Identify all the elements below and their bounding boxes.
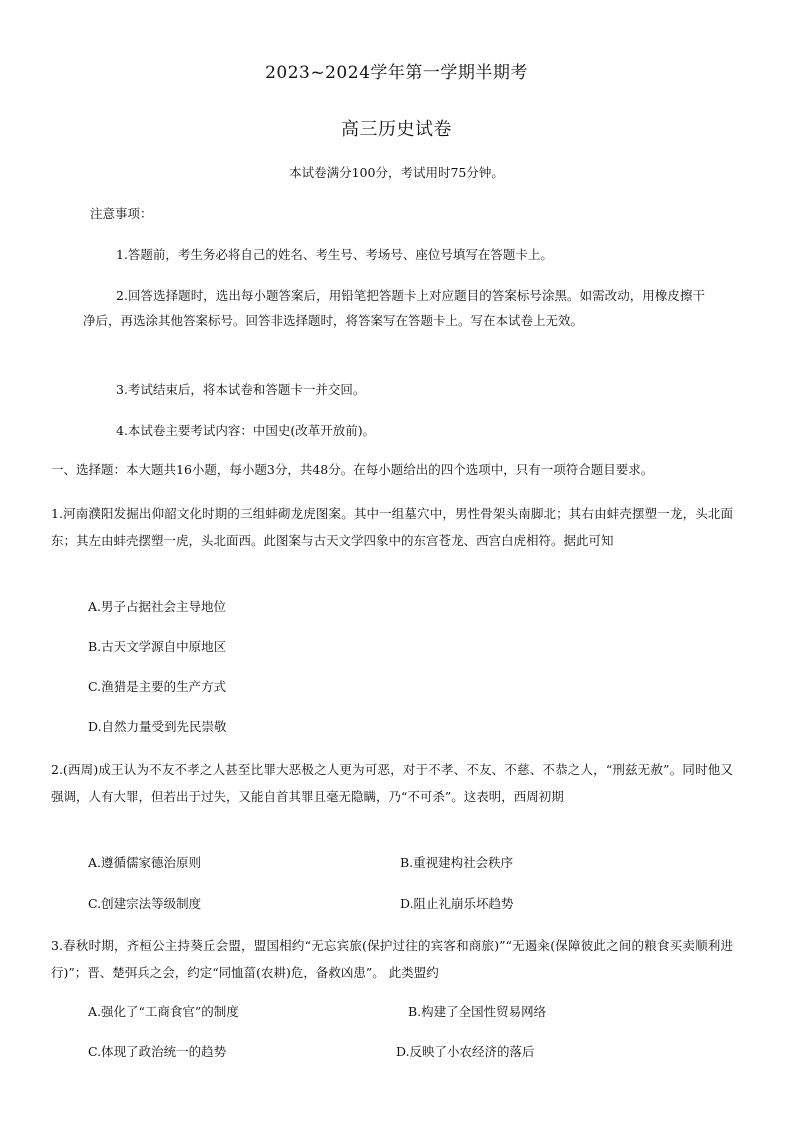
question-1-option-a: A.男子占据社会主导地位 [88,599,227,614]
question-3-option-d: D.反映了小农经济的落后 [396,1044,535,1059]
exam-subtitle: 高三历史试卷 [341,119,452,140]
question-1-stem: 1.河南濮阳发掘出仰韶文化时期的三组蚌砌龙虎图案。其中一组墓穴中，男性骨架头南脚北；其右由蚌壳摆塑一龙，头北面东；其左由蚌壳摆塑一虎，头北面西。此图案与古天文学四象中的东宫苍龙、西宫白虎相符。据此可知 [51,506,733,548]
exam-title: 2023~2024学年第一学期半期考 [265,63,528,83]
question-3-option-b: B.构建了全国性贸易网络 [408,1004,547,1019]
question-1-option-b: B.古天文学源自中原地区 [88,639,227,654]
question-1-option-d: D.自然力量受到先民崇敬 [88,719,227,734]
exam-info: 本试卷满分100分，考试用时75分钟。 [289,165,504,180]
note-item-3: 3.考试结束后，将本试卷和答题卡一并交回。 [116,382,366,397]
question-2-option-c: C.创建宗法等级制度 [88,896,202,911]
question-2-stem: 2.(西周)成王认为不友不孝之人甚至比罪大恶极之人更为可恶，对于不孝、不友、不慈、不恭之人，“刑兹无赦”。同时他又强调，人有大罪，但若出于过失，又能自首其罪且毫无隐瞒，乃“不可杀”。这表明，西周初期 [51,762,733,804]
question-3-option-c: C.体现了政治统一的趋势 [88,1044,227,1059]
question-1-option-c: C.渔猎是主要的生产方式 [88,679,227,694]
question-3-option-a: A.强化了“工商食官”的制度 [88,1004,239,1019]
section-heading: 一、选择题：本大题共16小题，每小题3分，共48分。在每小题给出的四个选项中，只有一项符合题目要求。 [51,462,654,477]
notes-heading: 注意事项： [90,206,153,221]
question-2-option-d: D.阻止礼崩乐坏趋势 [400,896,514,911]
note-item-4: 4.本试卷主要考试内容：中国史(改革开放前)。 [116,423,376,438]
question-3-stem: 3.春秋时期，齐桓公主持葵丘会盟，盟国相约“无忘宾旅(保护过往的宾客和商旅)”“无遏籴(保障彼此之间的粮食买卖顺利进行)”；晋、楚弭兵之会，约定“同恤菑(农耕)危，备救凶患”。 此类盟约 [51,938,733,980]
question-2-option-a: A.遵循儒家德治原则 [88,855,202,870]
question-2-option-b: B.重视建构社会秩序 [400,855,514,870]
note-item-1: 1.答题前，考生务必将自己的姓名、考生号、考场号、座位号填写在答题卡上。 [116,247,553,262]
note-item-2: 2.回答选择题时，选出每小题答案后，用铅笔把答题卡上对应题目的答案标号涂黑。如需改动，用橡皮擦干净后，再选涂其他答案标号。回答非选择题时，将答案写在答题卡上。写在本试卷上无效。 [83,288,705,328]
